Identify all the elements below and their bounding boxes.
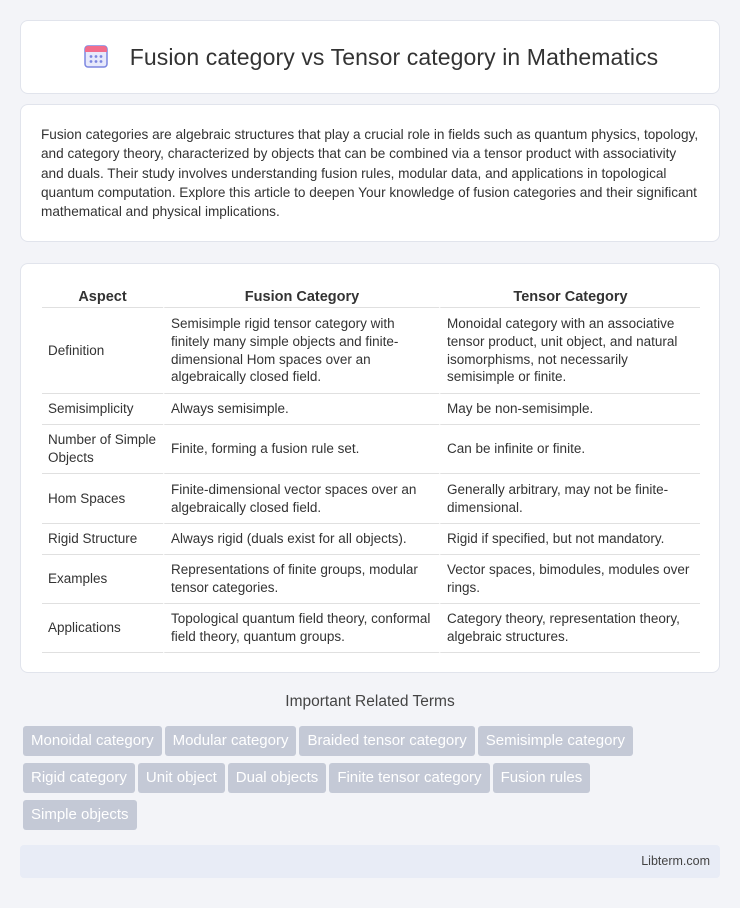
row-fusion-value: Semisimple rigid tensor category with finitely many simple objects and finite-dimensional Hom spaces over an algebraically closed field.	[163, 308, 439, 394]
row-aspect: Hom Spaces	[42, 474, 163, 524]
calendar-icon	[82, 42, 110, 70]
comparison-table	[42, 286, 700, 653]
footer-site-link[interactable]: Libterm.com	[641, 854, 710, 868]
related-term-tag[interactable]: Finite tensor category	[329, 763, 489, 793]
footer	[20, 845, 720, 878]
table-row	[42, 425, 700, 474]
row-aspect: Definition	[42, 308, 163, 394]
table-row	[42, 604, 700, 653]
row-tensor-value: Vector spaces, bimodules, modules over rings.	[439, 555, 700, 604]
row-fusion-value: Representations of finite groups, modular tensor categories.	[163, 555, 439, 604]
row-aspect: Rigid Structure	[42, 524, 163, 555]
row-fusion-value: Topological quantum field theory, conformal field theory, quantum groups.	[163, 604, 439, 653]
row-tensor-value: Category theory, representation theory, algebraic structures.	[439, 604, 700, 653]
page-title: Fusion category vs Tensor category in Mathematics	[129, 43, 659, 70]
table-row	[42, 555, 700, 604]
row-tensor-value: Generally arbitrary, may not be finite-dimensional.	[439, 474, 700, 524]
related-term-tag[interactable]: Unit object	[138, 763, 225, 793]
row-tensor-value: May be non-semisimple.	[439, 394, 700, 425]
related-terms-title: Important Related Terms	[285, 693, 455, 710]
table-row	[42, 394, 700, 425]
table-row	[42, 474, 700, 524]
related-term-tag[interactable]: Rigid category	[23, 763, 135, 793]
row-tensor-value: Monoidal category with an associative tensor product, unit object, and natural isomorphisms, not necessarily semisimple or finite.	[439, 308, 700, 394]
header-aspect: Aspect	[42, 286, 163, 308]
related-term-tag[interactable]: Simple objects	[23, 800, 137, 830]
related-term-tag[interactable]: Braided tensor category	[299, 726, 474, 756]
related-term-tag[interactable]: Dual objects	[228, 763, 327, 793]
table-header-row	[42, 286, 700, 308]
row-aspect: Semisimplicity	[42, 394, 163, 425]
row-aspect: Number of Simple Objects	[42, 425, 163, 474]
header-fusion-category: Fusion Category	[163, 286, 439, 308]
related-term-tag[interactable]: Monoidal category	[23, 726, 162, 756]
related-term-tag[interactable]: Modular category	[165, 726, 297, 756]
row-fusion-value: Always semisimple.	[163, 394, 439, 425]
header-card	[20, 20, 720, 94]
row-tensor-value: Can be infinite or finite.	[439, 425, 700, 474]
related-term-tag[interactable]: Semisimple category	[478, 726, 633, 756]
table-row	[42, 524, 700, 555]
row-fusion-value: Finite-dimensional vector spaces over an algebraically closed field.	[163, 474, 439, 524]
intro-card	[20, 104, 720, 242]
related-terms-list	[23, 726, 703, 837]
row-fusion-value: Finite, forming a fusion rule set.	[163, 425, 439, 474]
table-row	[42, 308, 700, 394]
header-tensor-category: Tensor Category	[439, 286, 700, 308]
row-aspect: Examples	[42, 555, 163, 604]
comparison-table-card	[20, 263, 720, 673]
row-aspect: Applications	[42, 604, 163, 653]
intro-text: Fusion categories are algebraic structures that play a crucial role in fields such as quantum physics, topology, and category theory, characterized by objects that can be combined via a tensor product with associativity and duals. Their study involves understanding fusion rules, modular data, and applications in topological quantum computation. Explore this article to deepen Your knowledge of fusion categories and their significant mathematical and physical implications.	[41, 127, 699, 220]
related-term-tag[interactable]: Fusion rules	[493, 763, 591, 793]
row-fusion-value: Always rigid (duals exist for all objects).	[163, 524, 439, 555]
row-tensor-value: Rigid if specified, but not mandatory.	[439, 524, 700, 555]
